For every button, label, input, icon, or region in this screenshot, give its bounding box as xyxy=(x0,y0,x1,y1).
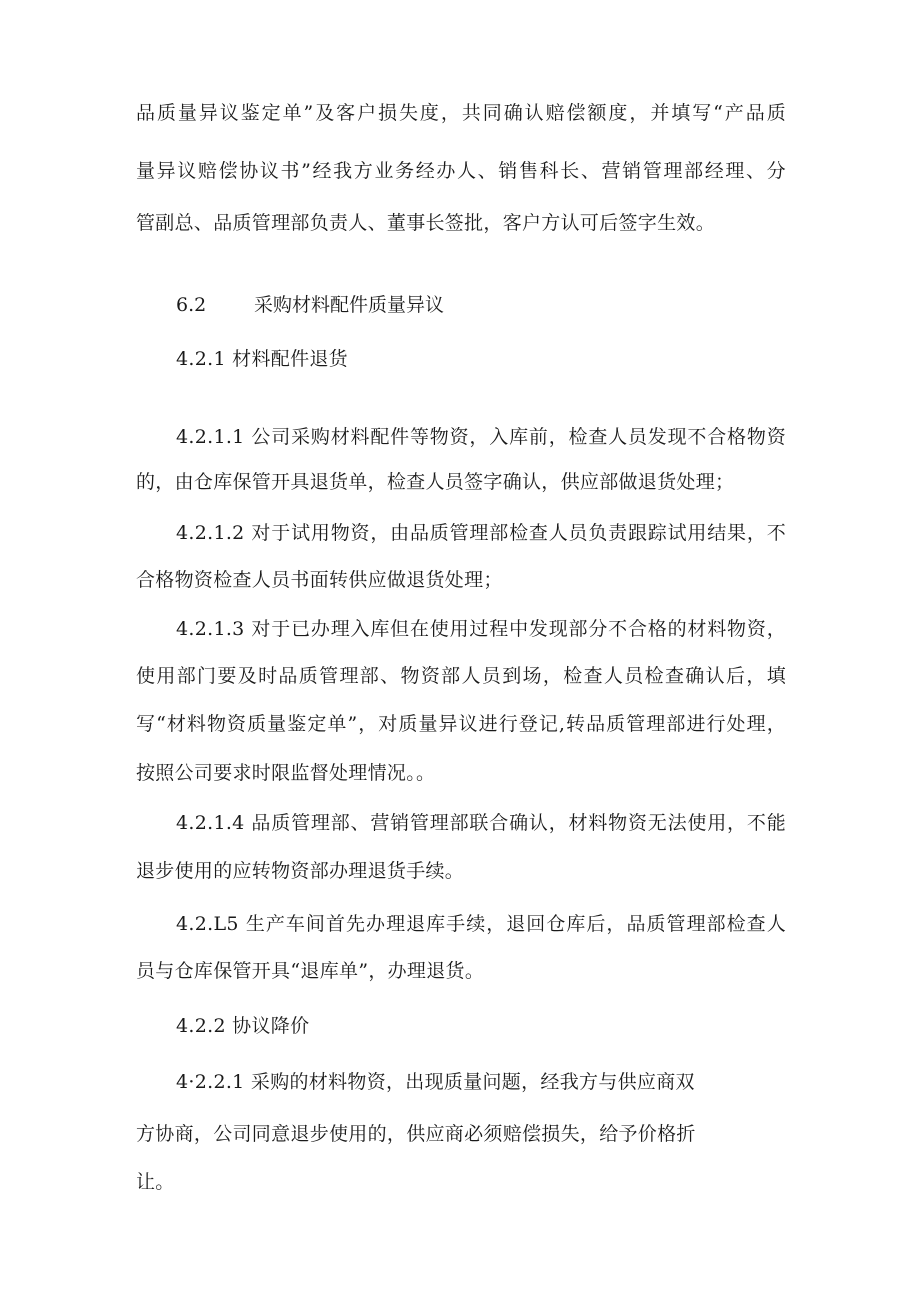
paragraph-4-2-1-5-line-1: 4.2.L5 生产车间首先办理退库手续，退回仓库后，品质管理部检查人 xyxy=(176,913,786,935)
paragraph-4-2-1-1-line-1: 4.2.1.1 公司采购材料配件等物资，入库前，检查人员发现不合格物资 xyxy=(176,426,786,448)
paragraph-4-2-2-1-line-3: 让。 xyxy=(136,1171,175,1193)
paragraph-4-2-1-2-line-2: 合格物资检查人员书面转供应做退货处理； xyxy=(136,569,503,591)
paragraph-4-2-1-4-line-1: 4.2.1.4 品质管理部、营销管理部联合确认，材料物资无法使用，不能 xyxy=(176,812,786,834)
section-title: 采购材料配件质量异议 xyxy=(254,294,445,316)
subsection-heading-4-2-1: 4.2.1 材料配件退货 xyxy=(176,348,348,370)
section-number: 6.2 xyxy=(176,294,207,316)
intro-line-3: 管副总、品质管理部负责人、董事长签批，客户方认可后签字生效。 xyxy=(136,212,716,234)
paragraph-4-2-1-5-line-2: 员与仓库保管开具“退库单”，办理退货。 xyxy=(136,960,485,982)
paragraph-4-2-1-3-line-4: 按照公司要求时限监督处理情况。。 xyxy=(136,762,436,784)
paragraph-4-2-1-1-line-2: 的，由仓库保管开具退货单，检查人员签字确认，供应部做退货处理； xyxy=(136,471,735,493)
subsection-heading-4-2-2: 4.2.2 协议降价 xyxy=(176,1015,310,1037)
paragraph-4-2-1-4-line-2: 退步使用的应转物资部办理退货手续。 xyxy=(136,860,465,882)
intro-line-2: 量异议赔偿协议书”经我方业务经办人、销售科长、营销管理部经理、分 xyxy=(136,160,786,182)
paragraph-4-2-1-3-line-1: 4.2.1.3 对于已办理入库但在使用过程中发现部分不合格的材料物资， xyxy=(176,618,786,640)
intro-line-1: 品质量异议鉴定单”及客户损失度，共同确认赔偿额度，并填写“产品质 xyxy=(136,102,786,124)
paragraph-4-2-2-1-line-2: 方协商，公司同意退步使用的，供应商必须赔偿损失，给予价格折 xyxy=(136,1123,696,1145)
paragraph-4-2-1-3-line-3: 写“材料物资质量鉴定单”，对质量异议进行登记,转品质管理部进行处理， xyxy=(136,713,786,735)
paragraph-4-2-1-3-line-2: 使用部门要及时品质管理部、物资部人员到场，检查人员检查确认后，填 xyxy=(136,665,786,687)
paragraph-4-2-2-1-line-1: 4·2.2.1 采购的材料物资，出现质量问题，经我方与供应商双 xyxy=(176,1071,695,1093)
paragraph-4-2-1-2-line-1: 4.2.1.2 对于试用物资，由品质管理部检查人员负责跟踪试用结果，不 xyxy=(176,522,786,544)
